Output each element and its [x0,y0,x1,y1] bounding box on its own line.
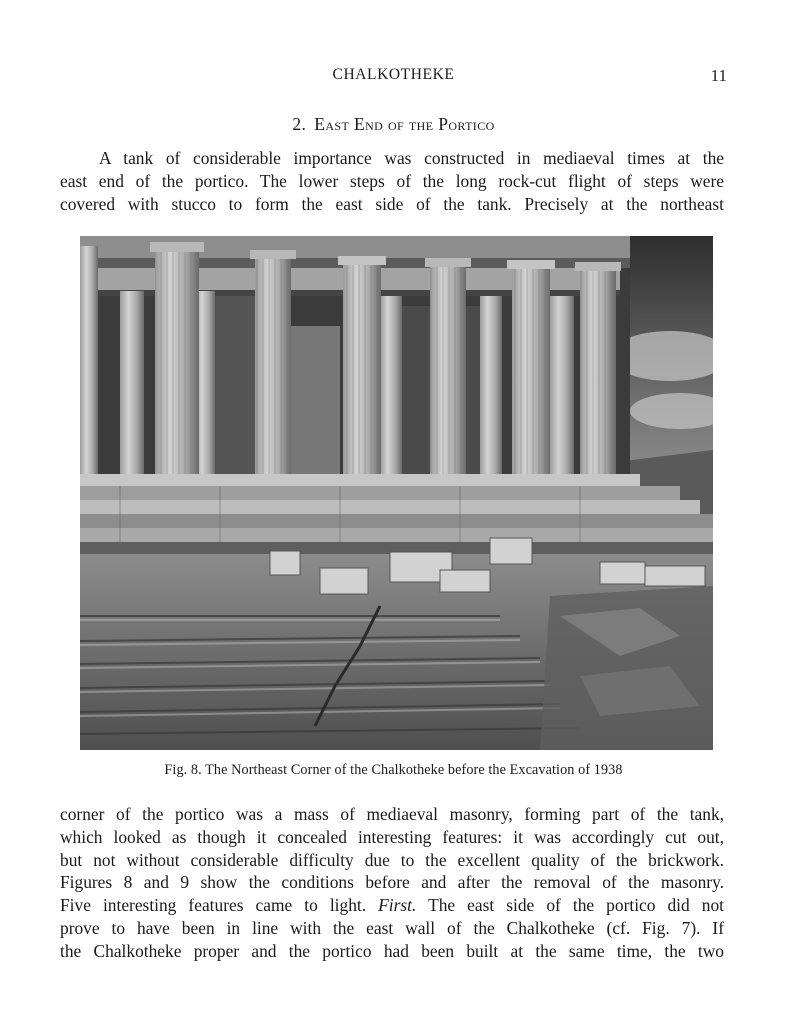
text-line: but not without considerable difficulty due to the excellent quality of the brickwork. [60,849,724,870]
text-line: prove to have been in line with the east wall of the Chalkotheke (cf. Fig. 7). If [60,917,724,938]
text-line: corner of the portico was a mass of mediaeval masonry, forming part of the tank, [60,804,724,824]
temple-photo-illustration [80,236,713,750]
text-line [60,894,724,917]
text-segment: Five interesting features came to light. [60,895,367,916]
running-title: CHALKOTHEKE [332,66,455,83]
figure-photograph [80,236,713,750]
running-head [60,66,727,90]
figure-caption: Fig. 8. The Northeast Corner of the Chalkotheke before the Excavation of 1938 [164,762,623,778]
paragraph-continuation [60,803,724,963]
text-line: covered with stucco to form the east side of the tank. Precisely at the northeast [60,193,724,214]
text-line: A tank of considerable importance was constructed in mediaeval times at the [99,148,724,168]
section-title: East End of the Portico [314,114,495,134]
section-number: 2. [292,114,307,134]
text-line: Figures 8 and 9 show the conditions before and after the removal of the masonry. [60,872,724,893]
text-line: east end of the portico. The lower steps of the long rock-cut flight of steps were [60,170,724,191]
text-line: the Chalkotheke proper and the portico had been built at the same time, the two [60,940,724,961]
text-line: which looked as though it concealed interesting features: it was accordingly cut out, [60,826,724,847]
section-heading [0,114,787,135]
paragraph-intro [60,147,724,215]
text-segment: The east side of the portico did not [428,895,724,916]
page-number: 11 [710,66,727,85]
italic-term: First. [378,895,417,916]
